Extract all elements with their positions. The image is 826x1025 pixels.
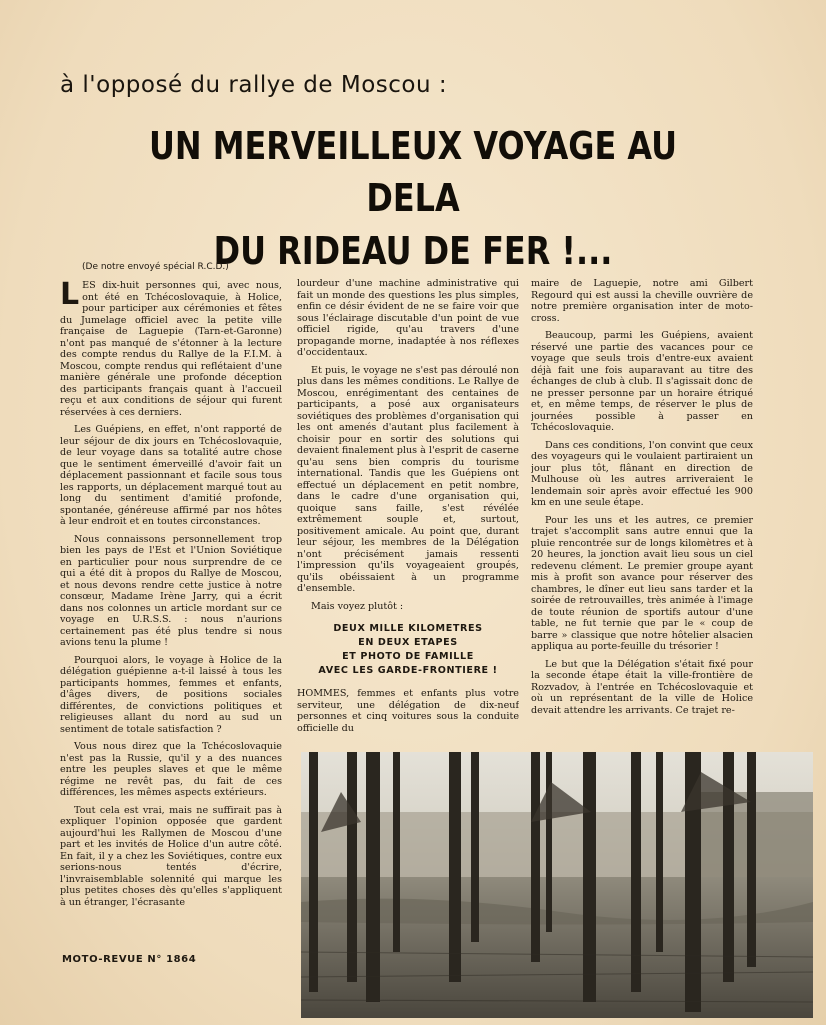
article-column-3 [531,278,753,741]
paragraph: Pourquoi alors, le voyage à Holice de la délégation guépienne a-t-il laissé à tous les participants hommes, femmes et enfants, d'âges divers, de positions sociales différentes, de convictions politiques et religieuses allant du nord au sud un sentiment de totale satisfaction ? [60,654,282,735]
paragraph: Mais voyez plutôt : [311,600,404,612]
paragraph: Les Guépiens, en effet, n'ont rapporté de leur séjour de dix jours en Tchécoslovaquie, de leur voyage dans sa totalité autre chose que le sentiment émerveillé d'avoir fait un déplacement passionnant et facile sous tous les rapports, un déplacement marqué tout au long du sentiment d'amitié profonde, spontanée, généreuse affirmé par nos hôtes à leur endroit et en toutes circonstances. [60,424,282,527]
forest-pond-photo [301,752,813,1018]
headline-line-2: DU RIDEAU DE FER !... [213,228,613,273]
footer-issue: MOTO-REVUE N° 1864 [62,954,197,965]
kicker: à l'opposé du rallye de Moscou : [60,72,448,98]
byline: (De notre envoyé spécial R.C.D.) [82,262,229,272]
paragraph: Vous nous direz que la Tchécoslovaquie n'est pas la Russie, qu'il y a des nuances entre les peuples slaves et que le même régime ne revêt pas, du fait de ces différences, les mêmes aspects extérieurs. [60,741,282,798]
paragraph: lourdeur d'une machine administrative qui fait un monde des questions les plus simples, enfin ce désir évident de ne se faire voir que sous l'éclairage discutable d'un point de vue officiel rigide, qu'au travers d'une propagande morne, inadaptée à nos réflexes d'occidentaux. [297,278,519,358]
paragraph: Et puis, le voyage ne s'est pas déroulé non plus dans les mêmes conditions. Le Rallye de Moscou, enrégimentant des centaines de participants, a posé aux organisateurs soviétiques des problèmes d'organisation qui les ont amenés d'autant plus facilement à choisir pour en sortir des solutions qui devaient finalement plus à l'esprit de caserne qu'au sens bien compris du tourisme international. Tandis que les Guépiens ont effectué un déplacement en petit nombre, dans le cadre d'une organisation qui, quoique sans faille, s'est révélée extrêmement souple et, surtout, positivement amicale. Au point que, durant leur séjour, les membres de la Délégation n'ont précisément jamais ressenti l'impression qu'ils voyageaient groupés, qu'ils obéissaient à un programme d'ensemble. [297,364,519,594]
paragraph: maire de Laguepie, notre ami Gilbert Regourd qui est aussi la cheville ouvrière de notre première organisation inter de moto-cross. [531,278,753,324]
paragraph: Tout cela est vrai, mais ne suffirait pas à expliquer l'opinion opposée que gardent aujourd'hui les Rallymen de Moscou d'une part et les invités de Holice d'un autre côté. En fait, il y a chez les Soviétiques, contre eux serions-nous tentés d'écrire, l'invraisemblable solennité qui marque les plus petites choses dès qu'elles s'appliquent à un étranger, l'écrasante [60,804,282,908]
paragraph: HOMMES, femmes et enfants plus votre serviteur, une délégation de dix-neuf personnes et cinq voitures sous la conduite officielle du [297,688,519,734]
paragraph: Nous connaissons personnellement trop bien les pays de l'Est et l'Union Soviétique en particulier pour nous surprendre de ce qui a été dit à propos du Rallye de Moscou, et nous devons rendre cette justice à notre consœur, Madame Irène Jarry, qui a écrit dans nos colonnes un article mordant sur ce voyage en U.R.S.S. : nous n'aurions certainement pas été plus tendre si nous avions tenu la plume ! [60,533,282,648]
article-column-1 [60,280,282,948]
paragraph: Dans ces conditions, l'on convint que ceux des voyageurs qui le voulaient partiraient un jour plus tôt, flânant en direction de Mulhouse où les autres arriveraient le lendemain soir après avoir effectué les 900 km en une seule étape. [531,439,753,508]
section-subhead: DEUX MILLE KILOMETRES EN DEUX ETAPES ET PHOTO DE FAMILLE AVEC LES GARDE-FRONTIERE ! [318,623,498,676]
paragraph: LES dix-huit personnes qui, avec nous, ont été en Tchécoslovaquie, à Holice, pour participer aux cérémonies et fêtes du Jumelage officiel avec la petite ville française de Laguepie (Tarn-et-Garonne) n'ont pas manqué de s'étonner à la lecture des compte rendus du Rallye de la F.I.M. à Moscou, compte rendus qui reflétaient d'une manière générale une profonde déception des participants français quant à l'accueil reçu et aux conditions de séjour qui furent réservées à ces derniers. [60,280,282,418]
headline-line-1: UN MERVEILLEUX VOYAGE AU DELA [148,124,678,221]
headline [116,120,709,277]
article-column-2 [297,278,519,741]
drop-cap: L [60,280,80,312]
paragraph: Pour les uns et les autres, ce premier trajet s'accomplit sans autre ennui que la pluie rencontrée sur de longs kilomètres et à 20 heures, la jonction avait lieu sous un ciel redevenu clément. Le premier groupe ayant mis à profit son avance pour réserver des chambres, le dîner eut lieu sans tarder et la soirée de retrouvailles, très animée à l'image de toute réunion de sportifs autour d'une table, ne fut ternie que par le « coup de barre » classique que notre hôtelier alsacien appliqua au porte-feuille du trésorier ! [531,514,753,652]
paragraph: Beaucoup, parmi les Guépiens, avaient réservé une partie des vacances pour ce voyage que seuls trois d'entre-eux avaient déjà fait une fois auparavant au titre des échanges de club à club. Il s'agissait donc de ne presser personne par un horaire étriqué et, en même temps, de réserver le plus de journées possible à passer en Tchécoslovaquie. [531,330,753,433]
paragraph: Le but que la Délégation s'était fixé pour la seconde étape était la ville-frontière de Rozvadov, à l'entrée en Tchécoslovaquie et où un représentant de la ville de Holice devait attendre les arrivants. Ce trajet re- [531,658,753,716]
